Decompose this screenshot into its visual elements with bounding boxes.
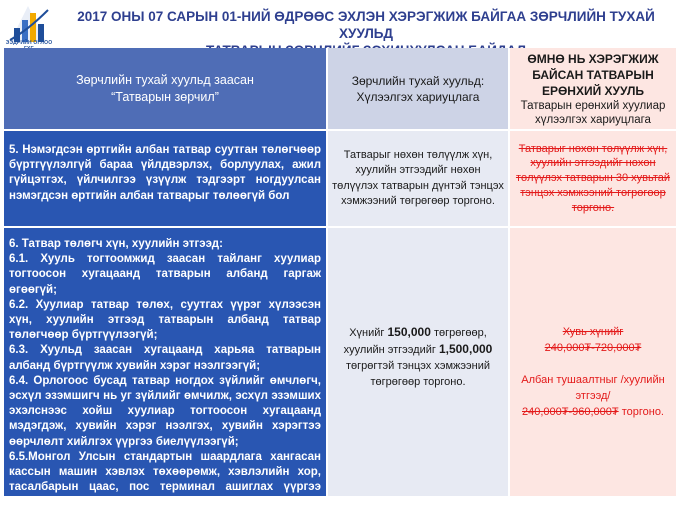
row1-violation: 5. Нэмэгдсэн өртгийн албан татвар суутган төлөгчөөр бүртгүүлэлгүй бараа үйлдвэрлэх, борлуулах, ажил гүйцэтгэх, үйлчилгээ үзүүлж тэдгээрт ногдуулсан нэмэгдсэн өртгийн албан татварыг төлөөгүй бол — [4, 131, 328, 228]
header-violation-line2: “Татварын зөрчил” — [111, 89, 219, 104]
row2-old-penalty — [510, 228, 676, 496]
header-old-law-line2: хүлээлгэх хариуцлага — [535, 113, 651, 126]
header-new-penalty-line1: Зөрчлийн тухай хуульд: — [351, 73, 485, 88]
header-violation — [4, 48, 328, 131]
row2-old-penalty-suffix: торгоно. — [621, 406, 664, 418]
row2-violation-item: 6.4. Орлогоос бусад татвар ногдох зүйлийг өмчлөгч, эсхүл эзэмшигч нь уг зүйлийг өмчилж, эсхүл эзэмших эхэлснээс хойш хуулиар тогтоосон хугацаанд мэдэгдэж, хувийн хэрэг нээлгэх, хувийн хэрэгтээ өөрчлөлт хийлгэх үүргээ биелүүлээгүй; — [9, 374, 321, 448]
header-new-penalty-line2: Хүлээлгэх хариуцлага — [356, 89, 480, 104]
row2-old-penalty-official: Албан тушаалтныг /хуулийн этгээд/ — [521, 374, 665, 402]
row2-penalty-mid: төгрөгөөр, хуулийн этгээдийг — [343, 327, 487, 356]
row2-violation-item: 6. Татвар төлөгч хүн, хуулийн этгээд: — [9, 238, 223, 250]
row2-penalty-suffix: төгрөгтэй тэнцэх хэмжээний төгрөгөөр торгоно. — [346, 360, 490, 388]
header-old-law — [510, 48, 676, 131]
row1-old-penalty-text: Татварыг нөхөн төлүүлж хүн, хуулийн этгээдийг нөхөн төлүүлэх татварын 30 хувьтай тэнцэх хэмжээний төгрөгөөр торгоно. — [515, 142, 671, 214]
row2-old-penalty-official-amount: 240,000₮-960,000₮ — [522, 406, 619, 418]
row2-penalty — [328, 228, 510, 496]
row1-penalty-text: Татварыг нөхөн төлүүлж хүн, хуулийн этгээдийг нөхөн төлүүлэх татварын дүнтэй тэнцэх хэмжээний төгрөгөөр торгоно. — [332, 148, 504, 207]
row2-violation-item: 6.3. Хуульд заасан хугацаанд харьяа татварын албанд бүртгүүлж хувийн хэрэг нээлгээгүй; — [9, 344, 321, 372]
title-line-1: 2017 ОНЫ 07 САРЫН 01-НИЙ ӨДРӨӨС ЭХЛЭН ХЭРЭГЖИЖ БАЙГАА ЗӨРЧЛИЙН ТУХАЙ ХУУЛЬД — [77, 9, 655, 41]
header-old-law-line1: Татварын ерөнхий хуулиар — [520, 99, 666, 112]
row2-penalty-amount1: 150,000 — [387, 325, 431, 339]
comparison-table — [4, 48, 676, 509]
header-old-law-bold1: ӨМНӨ НЬ ХЭРЭГЖИЖ — [527, 51, 659, 66]
row1-penalty — [328, 131, 510, 228]
logo-text: ЭЭДРИЙН ОГЛОО — [5, 40, 53, 46]
header-new-penalty — [328, 48, 510, 131]
row2-penalty-prefix: Хүнийг — [349, 327, 385, 339]
row2-violation-item: 6.2. Хуулиар татвар төлөх, суутгах үүрэг хүлээсэн хүн, хуулийн этгээд татварын албанд татвар төлөгчөөр бүртгүүлээгүй; — [9, 298, 321, 342]
header-violation-line1: Зөрчлийн тухай хуульд заасан — [76, 72, 254, 87]
row1-old-penalty — [510, 131, 676, 228]
row2-violation — [4, 228, 328, 509]
header-old-law-bold3: ЕРӨНХИЙ ХУУЛЬ — [541, 83, 645, 98]
header-old-law-bold2: БАЙСАН ТАТВАРЫН — [532, 67, 654, 82]
row2-violation-item: 6.5.Монгол Улсын стандартын шаардлага хангасан кассын машин хэвлэх төхөөрөмж, хэвлэлийн хор, тасалбарын цаас, пос терминал ашиглах үүргээ биелүүлээгүй бол — [9, 450, 321, 509]
bar-chart-logo-icon — [6, 4, 50, 44]
row2-old-penalty-individual: Хувь хүнийг 240,000₮-720,000₮ — [544, 326, 642, 354]
row2-violation-item: 6.1. Хууль тогтоомжид заасан тайланг хуулиар тогтоосон хугацаанд татварын албанд гаргаж өгөөгүй; — [9, 253, 321, 296]
row2-penalty-amount2: 1,500,000 — [438, 342, 493, 356]
